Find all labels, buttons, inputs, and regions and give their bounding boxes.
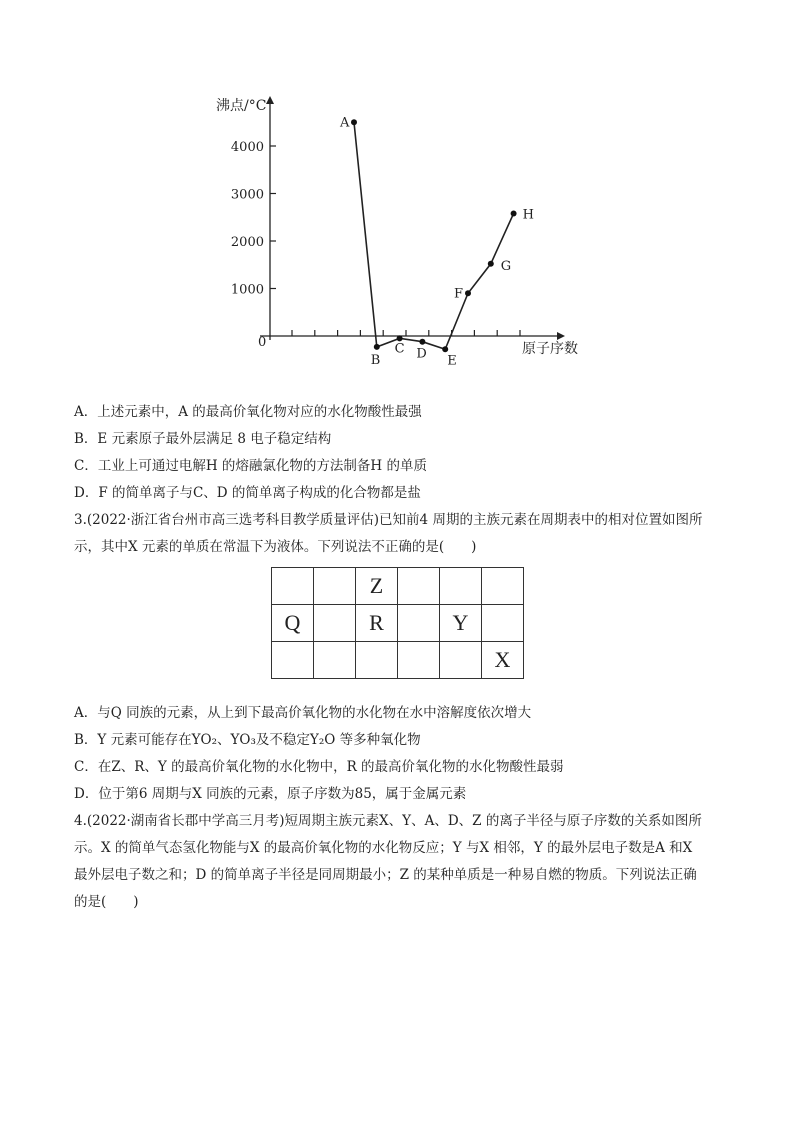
grid-cell: Y xyxy=(440,605,482,642)
grid-cell xyxy=(314,605,356,642)
q2-option-a: A．上述元素中，A 的最高价氧化物对应的水化物酸性最强 xyxy=(74,404,422,420)
q2-option-c: C．工业上可通过电解H 的熔融氯化物的方法制备H 的单质 xyxy=(74,458,427,474)
grid-row xyxy=(272,568,524,605)
q3-option-d: D．位于第6 周期与X 同族的元素，原子序数为85，属于金属元素 xyxy=(74,786,467,802)
grid-row xyxy=(272,605,524,642)
boiling-point-chart xyxy=(200,88,620,378)
grid-cell xyxy=(314,568,356,605)
grid-cell xyxy=(356,642,398,679)
grid-cell: Q xyxy=(272,605,314,642)
grid-cell: R xyxy=(356,605,398,642)
origin-label: 0 xyxy=(258,335,267,350)
grid-cell xyxy=(440,568,482,605)
y-tick-label: 4000 xyxy=(230,140,264,155)
y-axis-arrow xyxy=(266,96,274,104)
grid-cell xyxy=(440,642,482,679)
data-point-label: C xyxy=(394,341,405,357)
grid-cell xyxy=(482,605,524,642)
grid-cell xyxy=(272,642,314,679)
periodic-table-grid xyxy=(271,567,524,679)
q4-stem-line-1: 4.(2022·湖南省长郡中学高三月考)短周期主族元素X、Y、A、D、Z 的离子半径与原子序数的关系如图所 xyxy=(74,813,702,829)
q2-option-d: D．F 的简单离子与C、D 的简单离子构成的化合物都是盐 xyxy=(74,485,421,501)
data-point xyxy=(442,346,448,352)
q4-stem-line-2: 示。X 的简单气态氢化物能与X 的最高价氧化物的水化物反应；Y 与X 相邻，Y 的最外层电子数是A 和X xyxy=(74,840,693,856)
data-point-label: A xyxy=(340,115,350,131)
q3-option-a: A．与Q 同族的元素，从上到下最高价氧化物的水化物在水中溶解度依次增大 xyxy=(74,705,532,721)
q3-stem-line-2: 示，其中X 元素的单质在常温下为液体。下列说法不正确的是( ) xyxy=(74,539,477,555)
chart-svg xyxy=(200,88,620,378)
data-point-label: G xyxy=(500,258,512,274)
grid-cell: Z xyxy=(356,568,398,605)
y-tick-label: 1000 xyxy=(230,282,264,298)
data-point xyxy=(419,339,425,345)
y-tick-label: 3000 xyxy=(230,187,264,203)
data-point xyxy=(511,210,517,216)
data-point xyxy=(488,261,494,267)
q2-option-b: B．E 元素原子最外层满足 8 电子稳定结构 xyxy=(74,431,332,447)
data-point-label: E xyxy=(447,353,457,369)
grid-cell: X xyxy=(482,642,524,679)
grid-cell xyxy=(398,568,440,605)
x-axis-arrow xyxy=(557,332,565,340)
x-axis-label: 原子序数 xyxy=(522,341,578,357)
grid-row xyxy=(272,642,524,679)
data-point xyxy=(351,119,357,125)
q4-stem-line-4: 的是( ) xyxy=(74,894,139,910)
q4-stem-line-3: 最外层电子数之和；D 的简单离子半径是同周期最小；Z 的某种单质是一种易自燃的物质。下列说法正确 xyxy=(74,867,697,883)
data-point-label: D xyxy=(416,346,427,362)
data-point-label: H xyxy=(522,207,534,223)
data-point-label: B xyxy=(370,352,381,368)
grid-cell xyxy=(482,568,524,605)
grid-cell xyxy=(398,605,440,642)
grid-cell xyxy=(272,568,314,605)
data-point-label: F xyxy=(454,286,464,302)
y-tick-label: 2000 xyxy=(230,235,264,250)
data-point xyxy=(374,344,380,350)
q3-option-c: C．在Z、R、Y 的最高价氧化物的水化物中，R 的最高价氧化物的水化物酸性最弱 xyxy=(74,759,564,775)
grid-cell xyxy=(314,642,356,679)
q3-stem-line-1: 3.(2022·浙江省台州市高三选考科目教学质量评估)已知前4 周期的主族元素在周期表中的相对位置如图所 xyxy=(74,512,703,528)
data-point xyxy=(465,290,471,296)
grid-cell xyxy=(398,642,440,679)
q3-option-b: B．Y 元素可能存在YO₂、YO₃及不稳定Y₂O 等多种氧化物 xyxy=(74,732,421,748)
data-line xyxy=(354,122,514,349)
y-axis-label: 沸点/°C xyxy=(216,98,267,114)
